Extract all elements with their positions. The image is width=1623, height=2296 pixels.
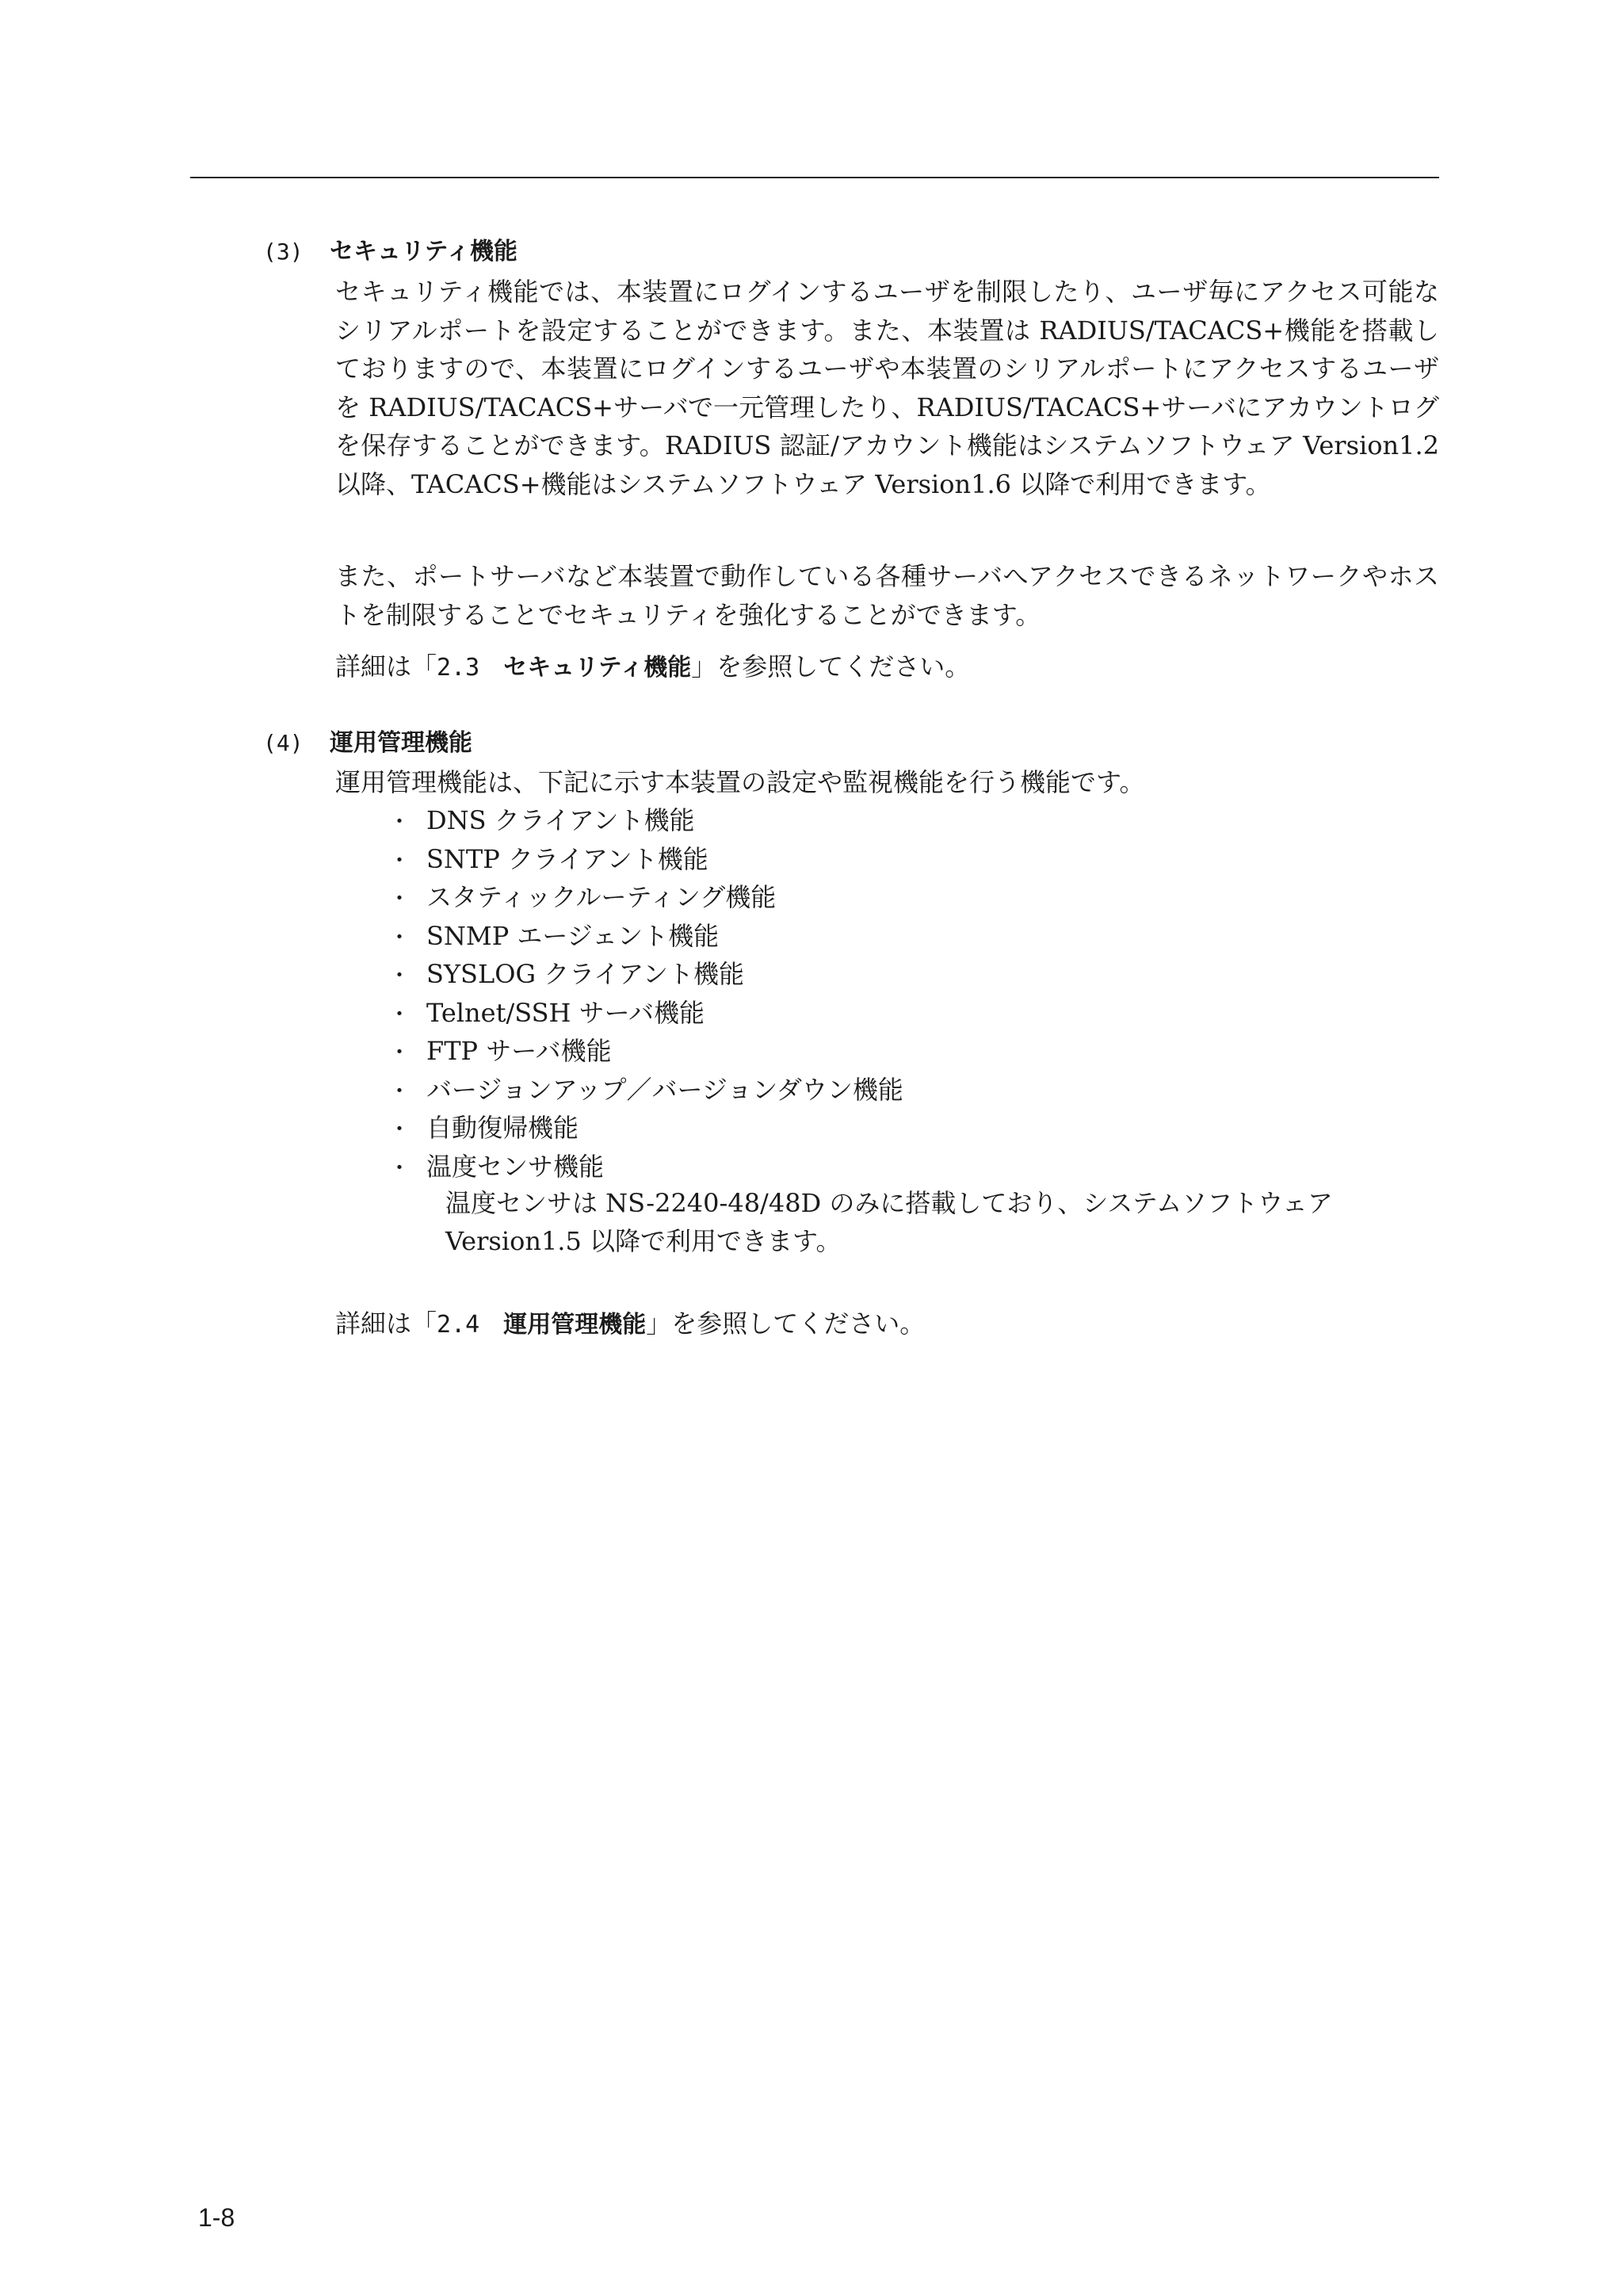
section-4-heading: [263, 726, 472, 761]
list-item: [388, 1148, 903, 1186]
section-4-title: 運用管理機能: [330, 729, 472, 757]
list-item: [388, 878, 903, 917]
page-number: 1-8: [198, 2203, 235, 2232]
list-item: [388, 994, 903, 1033]
list-item-label: FTP サーバ機能: [426, 1036, 612, 1066]
bullet-mark: ・: [388, 1000, 411, 1027]
list-item-label: 温度センサ機能: [426, 1151, 605, 1182]
section-3-heading: [263, 235, 517, 269]
list-item: [388, 1032, 903, 1071]
section-3-title: セキュリティ機能: [330, 238, 517, 266]
section-4-ref-suffix: 」を参照してください。: [646, 1308, 926, 1339]
section-3-paragraph-1: セキュリティ機能では、本装置にログインするユーザを制限したり、ユーザ毎にアクセス可能なシリアルポートを設定することができます。また、本装置は RADIUS/TACACS+機能を搭載しておりますので、本装置にログインするユーザや本装置のシリアルポートにアクセスするユーザを RADIUS/TACACS+サーバで一元管理したり、RADIUS/TACACS+サーバにアカウントログを保存することができます。RADIUS 認証/アカウント機能はシステムソフトウェア Version1.2 以降、TACACS+機能はシステムソフトウェア Version1.6 以降で利用できます。: [335, 277, 1439, 499]
section-3-paragraph-2: また、ポートサーバなど本装置で動作している各種サーバへアクセスできるネットワークやホストを制限することでセキュリティを強化することができます。: [335, 561, 1439, 630]
list-item: [388, 1071, 903, 1110]
bullet-mark: ・: [388, 885, 411, 911]
list-item-label: DNS クライアント機能: [426, 805, 695, 835]
section-3-ref-suffix: 」を参照してください。: [691, 651, 971, 682]
bullet-mark: ・: [388, 962, 411, 988]
header-rule: [190, 177, 1439, 178]
list-item: [388, 840, 903, 879]
list-item-label: スタティックルーティング機能: [426, 882, 777, 912]
list-item-label: SNTP クライアント機能: [426, 843, 708, 874]
note-line: Version1.5 以降で利用できます。: [445, 1226, 842, 1256]
bullet-mark: ・: [388, 846, 411, 873]
bullet-mark: ・: [388, 808, 411, 835]
bullet-mark: ・: [388, 923, 411, 950]
bullet-mark: ・: [388, 1116, 411, 1142]
list-item: [388, 801, 903, 840]
bullet-mark: ・: [388, 1154, 411, 1181]
feature-list: [388, 801, 903, 1186]
section-3-ref-number: 2.3: [437, 654, 504, 682]
bullet-mark: ・: [388, 1077, 411, 1104]
list-item-label: Telnet/SSH サーバ機能: [426, 997, 705, 1028]
note-line: 温度センサは NS-2240-48/48D のみに搭載しており、システムソフトウェア: [445, 1188, 1333, 1218]
bullet-mark: ・: [388, 1039, 411, 1065]
section-3-ref-prefix: 詳細は「: [335, 651, 437, 682]
section-3-ref-title: セキュリティ機能: [503, 654, 692, 682]
section-4-ref-title: 運用管理機能: [503, 1311, 647, 1339]
list-item: [388, 917, 903, 956]
list-item: [388, 1109, 903, 1148]
section-4-intro: 運用管理機能は、下記に示す本装置の設定や監視機能を行う機能です。: [335, 767, 1145, 797]
list-item-label: SNMP エージェント機能: [426, 920, 720, 951]
temperature-sensor-note: [445, 1184, 1333, 1260]
section-4-number: (4): [263, 730, 304, 756]
section-4-reference: [335, 1305, 925, 1343]
section-3-reference: [335, 648, 970, 686]
section-3-number: (3): [263, 239, 304, 265]
section-4-ref-number: 2.4: [437, 1311, 504, 1339]
section-4-ref-prefix: 詳細は「: [335, 1308, 437, 1339]
list-item-label: SYSLOG クライアント機能: [426, 959, 744, 989]
list-item-label: バージョンアップ／バージョンダウン機能: [426, 1074, 903, 1105]
list-item: [388, 955, 903, 994]
list-item-label: 自動復帰機能: [426, 1113, 579, 1143]
